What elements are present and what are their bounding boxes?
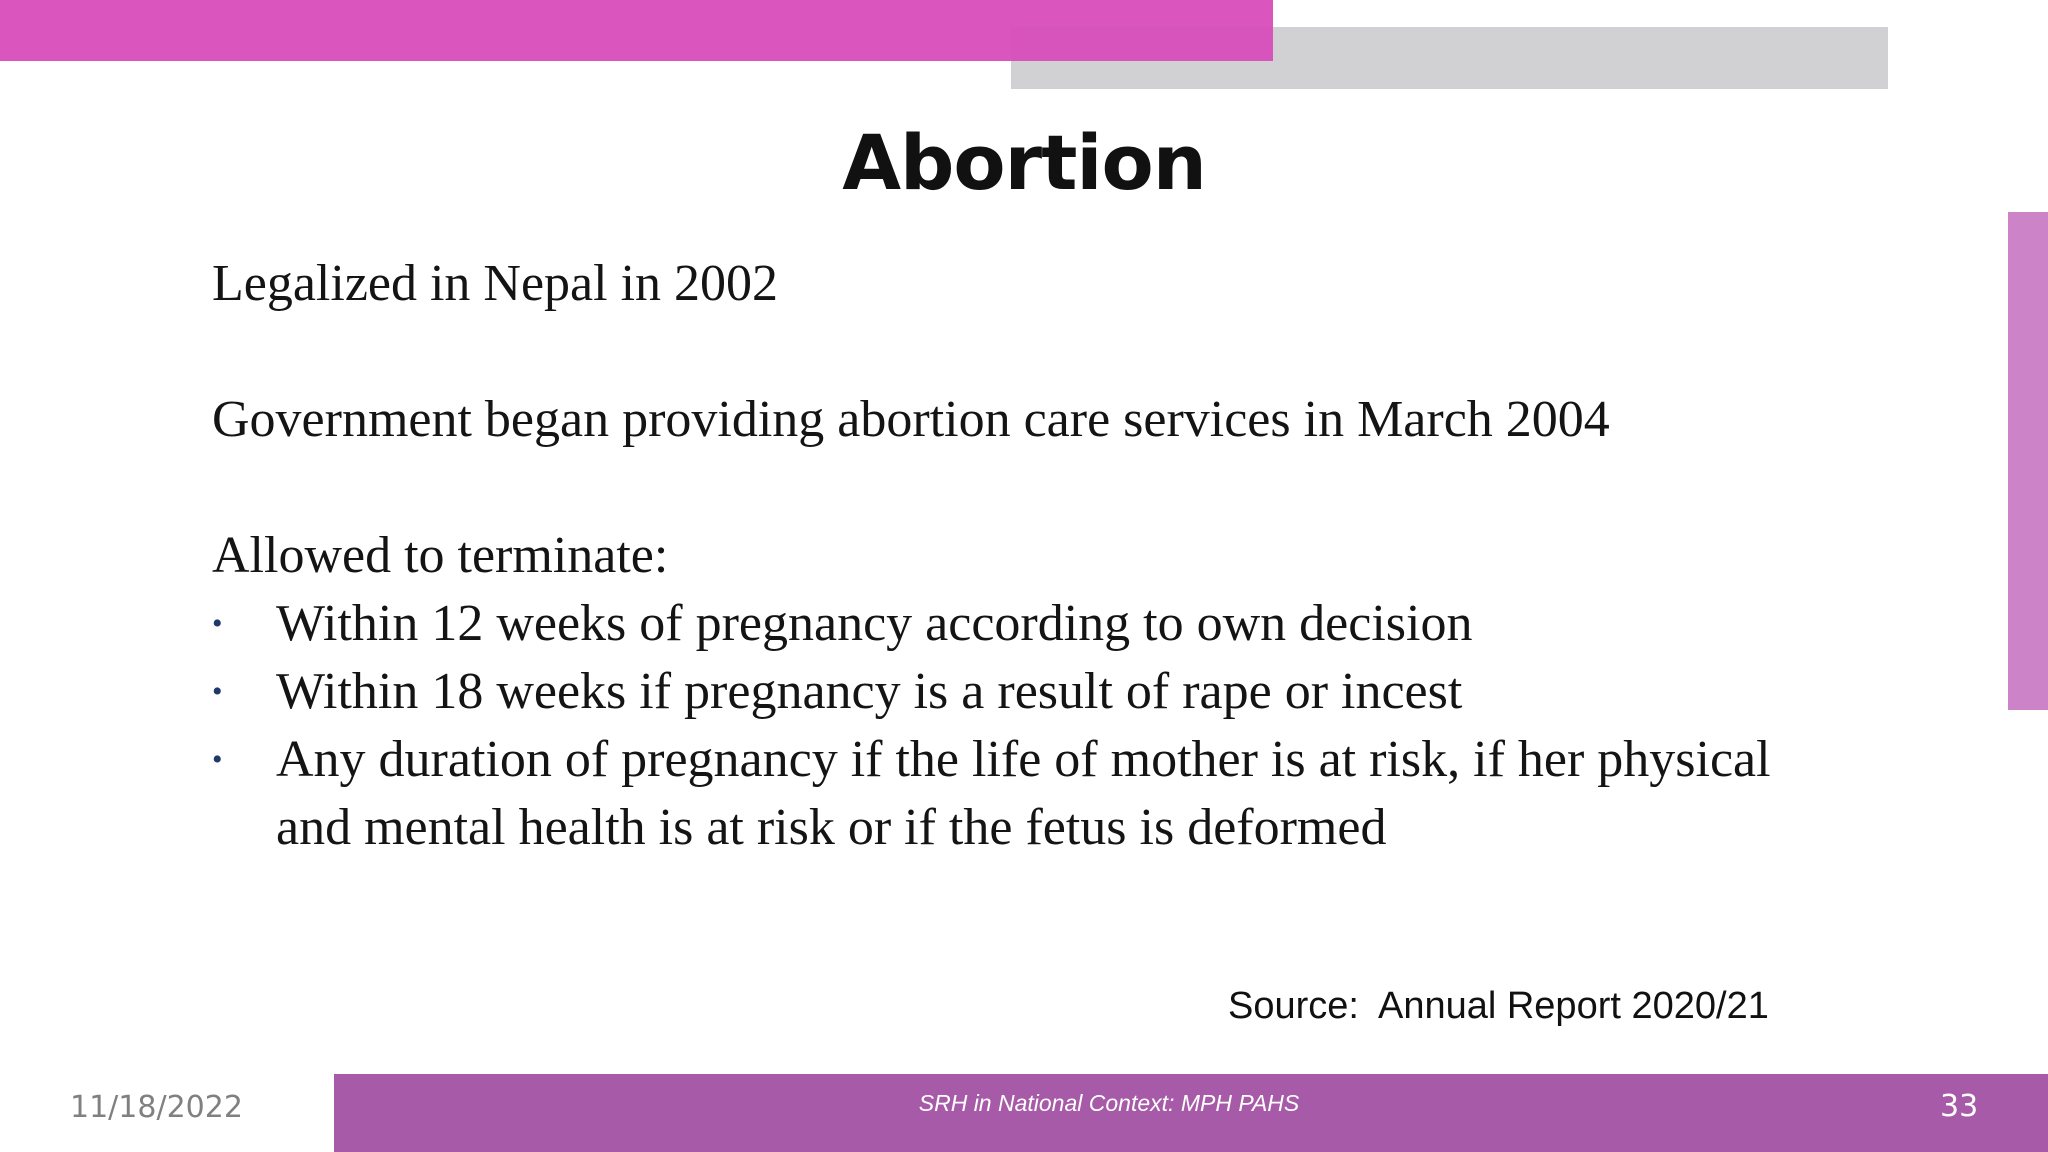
paragraph-allowed: Allowed to terminate: [212, 527, 669, 584]
bullet-icon: • [212, 743, 223, 776]
slide-content [212, 250, 1912, 862]
page-number: 33 [1940, 1089, 1979, 1124]
paragraph-legalized: Legalized in Nepal in 2002 [212, 255, 779, 312]
spacer [212, 318, 1912, 386]
decorative-right-bar [2008, 212, 2048, 710]
bullet-item [212, 726, 1836, 862]
bullet-item [212, 590, 1836, 658]
bullet-list [212, 590, 1912, 862]
bullet-item [212, 658, 1836, 726]
source-citation: Source: Annual Report 2020/21 [1228, 985, 1769, 1027]
bullet-text: Any duration of pregnancy if the life of mother is at risk, if her physical and mental health is at risk or if the fetus is deformed [276, 731, 1771, 856]
bullet-icon: • [212, 607, 223, 640]
paragraph-government: Government began providing abortion care services in March 2004 [212, 391, 1610, 448]
slide-title: Abortion [842, 118, 1206, 207]
footer-date: 11/18/2022 [70, 1090, 243, 1125]
spacer [212, 454, 1912, 522]
bullet-text: Within 12 weeks of pregnancy according to own decision [276, 595, 1473, 652]
footer-title: SRH in National Context: MPH PAHS [918, 1090, 1300, 1116]
bullet-icon: • [212, 675, 223, 708]
bullet-text: Within 18 weeks if pregnancy is a result of rape or incest [276, 663, 1463, 720]
decorative-pink-bar [0, 0, 1273, 61]
